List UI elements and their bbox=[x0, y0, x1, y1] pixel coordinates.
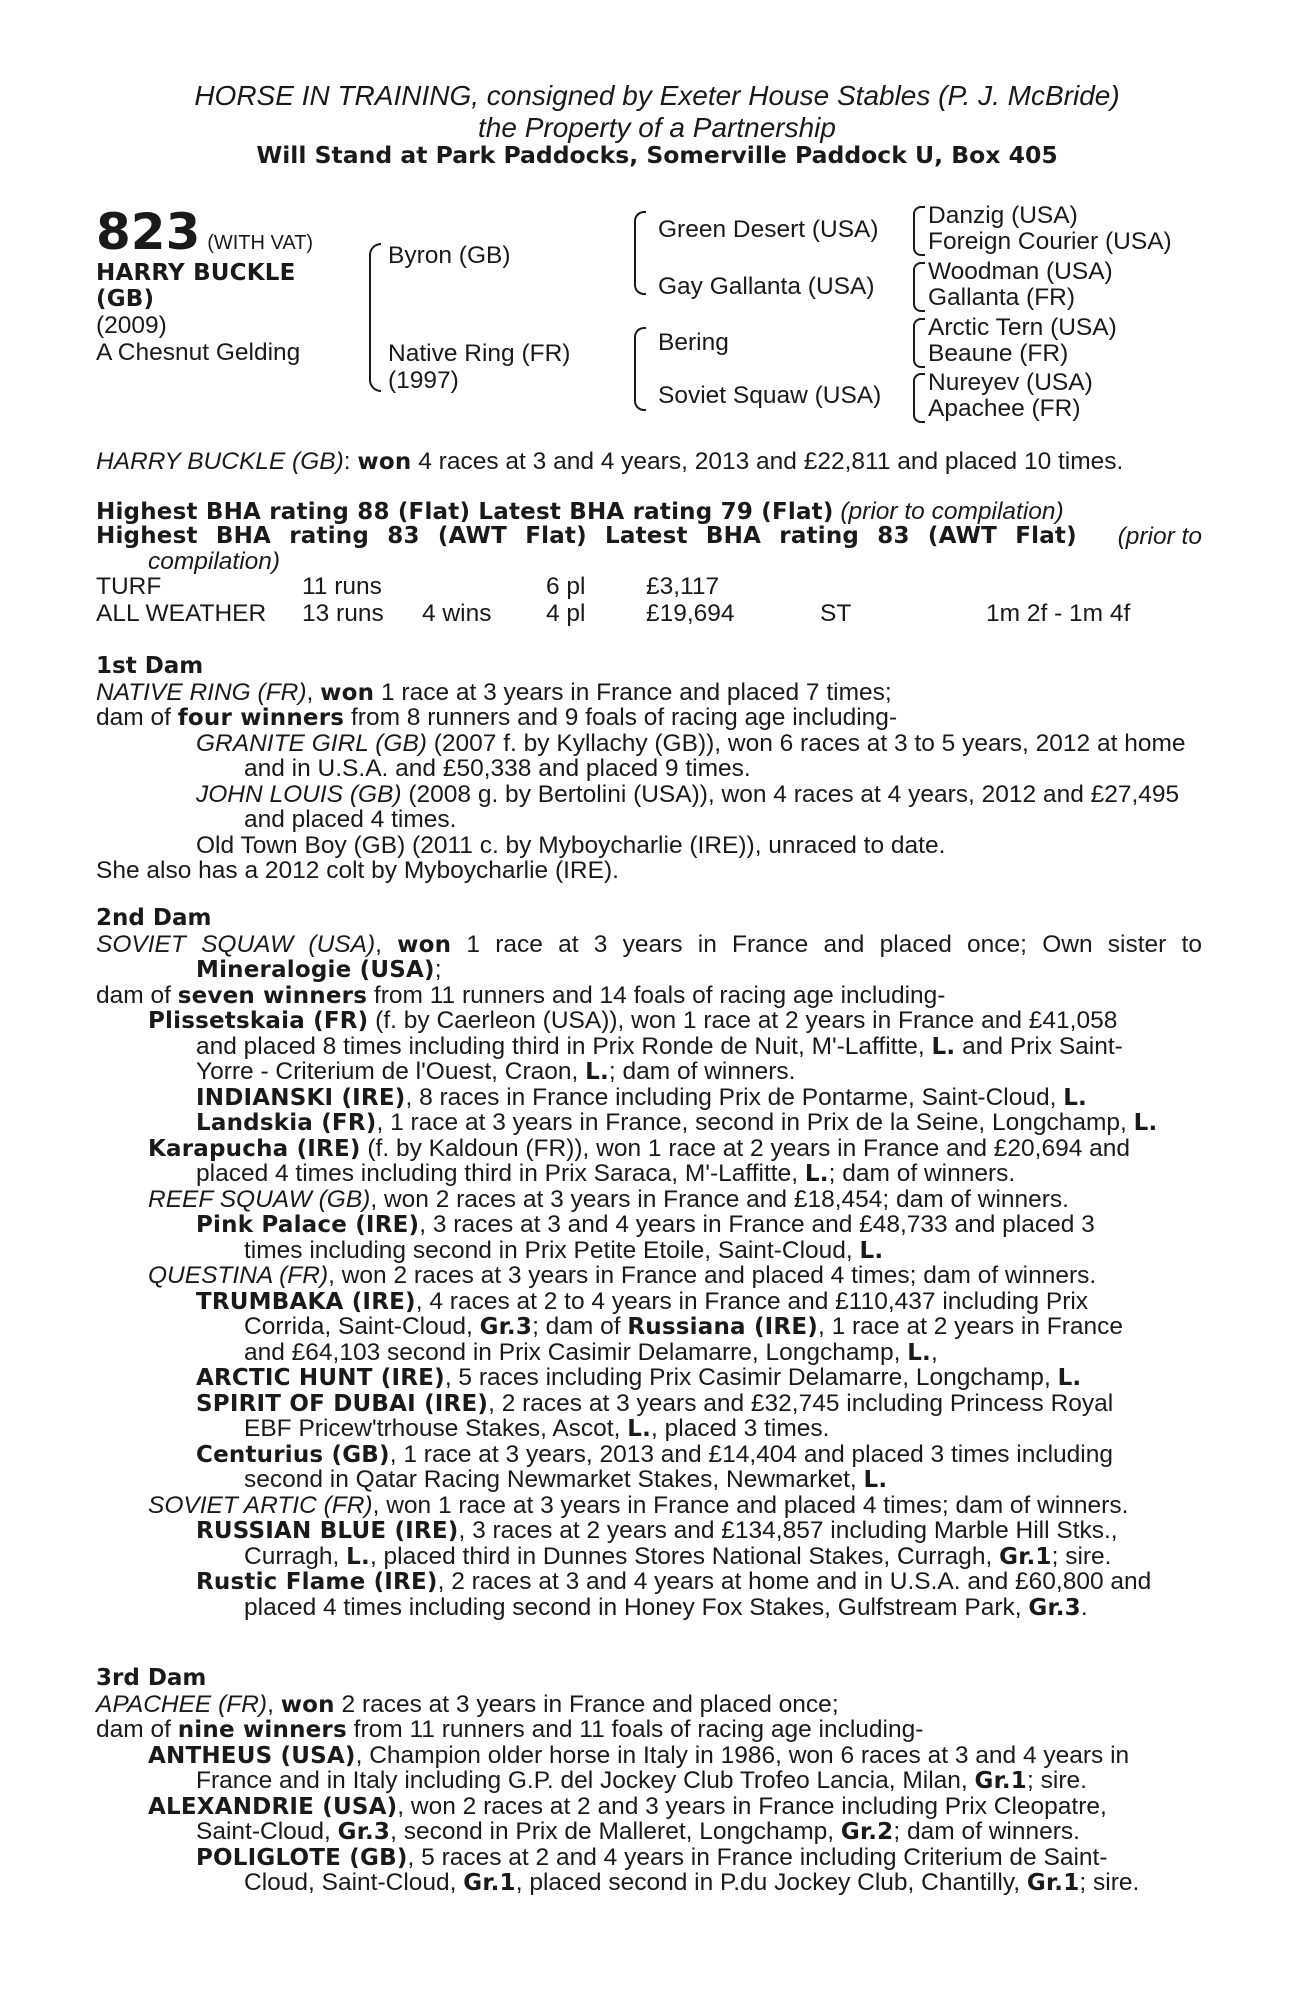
pedigree-brace-2 bbox=[634, 211, 646, 295]
dam-line: ALEXANDRIE (USA), won 2 races at 2 and 3 years in France including Prix Cleopatre, bbox=[148, 1792, 1107, 1820]
rating-awt-note: compilation) bbox=[148, 548, 281, 575]
horse-name: HARRY BUCKLE bbox=[96, 260, 296, 286]
pedigree-brace-6 bbox=[913, 318, 925, 368]
dam-line: Yorre - Criterium de l'Ouest, Craon, L.; dam of winners. bbox=[196, 1058, 796, 1085]
dam-line: Corrida, Saint-Cloud, Gr.3; dam of Russiana (IRE), 1 race at 2 years in France bbox=[244, 1313, 1123, 1340]
dam-line: Centurius (GB), 1 race at 3 years, 2013 and £14,404 and placed 3 times including bbox=[196, 1440, 1114, 1468]
section-title: 3rd Dam bbox=[96, 1665, 207, 1691]
horse-country: (GB) bbox=[96, 286, 155, 312]
dam-line: Plissetskaia (FR) (f. by Caerleon (USA)), won 1 race at 2 years in France and £41,058 bbox=[148, 1007, 1118, 1034]
dam-line: France and in Italy including G.P. del Jockey Club Trofeo Lancia, Milan, Gr.1; sire. bbox=[196, 1767, 1087, 1794]
dam-line: and in U.S.A. and £50,338 and placed 9 times. bbox=[244, 755, 751, 782]
first-dam-section bbox=[96, 654, 1202, 884]
pedigree-dam-year: (1997) bbox=[388, 367, 459, 394]
pedigree-dam-sire: Bering bbox=[658, 329, 729, 356]
second-dam-section bbox=[96, 906, 1202, 1620]
pedigree-g3: Woodman (USA) bbox=[928, 258, 1113, 285]
dam-line: POLIGLOTE (GB), 5 races at 2 and 4 years in France including Criterium de Saint- bbox=[196, 1843, 1108, 1871]
header-location: Will Stand at Park Paddocks, Somerville Paddock U, Box 405 bbox=[256, 141, 1058, 169]
pedigree-brace-7 bbox=[913, 373, 925, 423]
dam-line: Rustic Flame (IRE), 2 races at 3 and 4 years at home and in U.S.A. and £60,800 and bbox=[196, 1568, 1152, 1595]
pedigree-brace-3 bbox=[634, 327, 646, 411]
table-row: TURF 11 runs 6 pl £3,117 bbox=[96, 572, 720, 600]
section-title: 1st Dam bbox=[96, 653, 204, 679]
dam-line: INDIANSKI (IRE), 8 races in France including Prix de Pontarme, Saint-Cloud, L. bbox=[196, 1083, 1087, 1111]
third-dam-section bbox=[96, 1666, 1202, 1896]
pedigree-g7: Nureyev (USA) bbox=[928, 369, 1093, 396]
dam-line: SOVIET ARTIC (FR), won 1 race at 3 years in France and placed 4 times; dam of winners. bbox=[148, 1491, 1129, 1519]
lot-number: 823 bbox=[96, 203, 201, 261]
dam-line: She also has a 2012 colt by Myboycharlie (IRE). bbox=[96, 857, 619, 884]
dam-line: and placed 4 times. bbox=[244, 806, 457, 833]
dam-line: Karapucha (IRE) (f. by Kaldoun (FR)), won 1 race at 2 years in France and £20,694 and bbox=[148, 1134, 1131, 1162]
dam-line: Pink Palace (IRE), 3 races at 3 and 4 years in France and £48,733 and placed 3 bbox=[196, 1211, 1095, 1238]
dam-line: and £64,103 second in Prix Casimir Delamarre, Longchamp, L., bbox=[244, 1338, 938, 1366]
dam-line: SPIRIT OF DUBAI (IRE), 2 races at 3 years and £32,745 including Princess Royal bbox=[196, 1389, 1114, 1417]
dam-line: dam of seven winners from 11 runners and 14 foals of racing age including- bbox=[96, 981, 946, 1009]
pedigree-brace-4 bbox=[913, 206, 925, 256]
dam-line: times including second in Prix Petite Etoile, Saint-Cloud, L. bbox=[244, 1236, 884, 1264]
dam-line: Cloud, Saint-Cloud, Gr.1, placed second in P.du Jockey Club, Chantilly, Gr.1; sire. bbox=[244, 1869, 1140, 1896]
dam-line: GRANITE GIRL (GB) (2007 f. by Kyllachy (GB)), won 6 races at 3 to 5 years, 2012 at home bbox=[196, 729, 1186, 757]
pedigree-g4: Gallanta (FR) bbox=[928, 284, 1076, 311]
pedigree-dam: Native Ring (FR) bbox=[388, 340, 571, 367]
dam-line: Landskia (FR), 1 race at 3 years in France, second in Prix de la Seine, Longchamp, L. bbox=[196, 1109, 1158, 1136]
dam-line: and placed 8 times including third in Prix Ronde de Nuit, M'-Laffitte, L. and Prix Saint- bbox=[196, 1032, 1123, 1060]
pedigree-sire: Byron (GB) bbox=[388, 242, 511, 269]
header-consignor: HORSE IN TRAINING, consigned by Exeter House Stables (P. J. McBride) bbox=[194, 80, 1120, 111]
dam-line: QUESTINA (FR), won 2 races at 3 years in France and placed 4 times; dam of winners. bbox=[148, 1262, 1097, 1289]
pedigree-sire-dam: Gay Gallanta (USA) bbox=[658, 273, 875, 300]
lot-number-row bbox=[96, 205, 313, 259]
pedigree-g6: Beaune (FR) bbox=[928, 340, 1069, 367]
pedigree-g5: Arctic Tern (USA) bbox=[928, 314, 1117, 341]
dam-line: Old Town Boy (GB) (2011 c. by Myboycharlie (IRE)), unraced to date. bbox=[196, 831, 946, 859]
dam-line: Mineralogie (USA); bbox=[196, 956, 442, 983]
header-property: the Property of a Partnership bbox=[478, 112, 836, 143]
section-title: 2nd Dam bbox=[96, 905, 212, 931]
dam-line: dam of nine winners from 11 runners and 11 foals of racing age including- bbox=[96, 1716, 924, 1743]
dam-line: EBF Pricew'trhouse Stakes, Ascot, L., placed 3 times. bbox=[244, 1415, 830, 1442]
rating-flat: Highest BHA rating 88 (Flat) Latest BHA rating 79 (Flat) (prior to compilation) bbox=[96, 498, 1064, 525]
pedigree-g1: Danzig (USA) bbox=[928, 202, 1078, 229]
rating-awt: Highest BHA rating 83 (AWT Flat) Latest BHA rating 83 (AWT Flat) (prior to bbox=[96, 523, 1202, 550]
dam-line: dam of four winners from 8 runners and 9 foals of racing age including- bbox=[96, 704, 898, 731]
pedigree-sire-sire: Green Desert (USA) bbox=[658, 216, 879, 243]
race-stats-table bbox=[96, 573, 1130, 627]
dam-line: Saint-Cloud, Gr.3, second in Prix de Malleret, Longchamp, Gr.2; dam of winners. bbox=[196, 1818, 1080, 1845]
pedigree-g8: Apachee (FR) bbox=[928, 395, 1081, 422]
dam-line: APACHEE (FR), won 2 races at 3 years in France and placed once; bbox=[96, 1690, 839, 1718]
dam-line: JOHN LOUIS (GB) (2008 g. by Bertolini (USA)), won 4 races at 4 years, 2012 and £27,495 bbox=[196, 780, 1180, 808]
table-row: ALL WEATHER 13 runs 4 wins 4 pl £19,694 ST 1m 2f - 1m 4f bbox=[96, 599, 1131, 627]
pedigree-brace-1 bbox=[369, 243, 381, 392]
dam-line: REEF SQUAW (GB), won 2 races at 3 years in France and £18,454; dam of winners. bbox=[148, 1185, 1069, 1213]
horse-description: A Chesnut Gelding bbox=[96, 339, 301, 366]
pedigree-g2: Foreign Courier (USA) bbox=[928, 228, 1172, 255]
pedigree-brace-5 bbox=[913, 262, 925, 312]
dam-line: Curragh, L., placed third in Dunnes Stores National Stakes, Curragh, Gr.1; sire. bbox=[244, 1542, 1112, 1570]
dam-line: placed 4 times including second in Honey Fox Stakes, Gulfstream Park, Gr.3. bbox=[244, 1593, 1088, 1621]
vat-note: (WITH VAT) bbox=[207, 232, 314, 254]
dam-line: SOVIET SQUAW (USA), won 1 race at 3 years in France and placed once; Own sister to bbox=[96, 930, 1202, 958]
dam-line: TRUMBAKA (IRE), 4 races at 2 to 4 years in France and £110,437 including Prix bbox=[196, 1287, 1089, 1315]
dam-line: placed 4 times including third in Prix Saraca, M'-Laffitte, L.; dam of winners. bbox=[196, 1160, 1016, 1187]
dam-line: ARCTIC HUNT (IRE), 5 races including Prix Casimir Delamarre, Longchamp, L. bbox=[196, 1364, 1082, 1391]
pedigree-dam-dam: Soviet Squaw (USA) bbox=[658, 382, 882, 409]
dam-line: RUSSIAN BLUE (IRE), 3 races at 2 years and £134,857 including Marble Hill Stks., bbox=[196, 1517, 1118, 1544]
dam-line: ANTHEUS (USA), Champion older horse in Italy in 1986, won 6 races at 3 and 4 years in bbox=[148, 1741, 1130, 1769]
race-summary: HARRY BUCKLE (GB): won 4 races at 3 and 4 years, 2013 and £22,811 and placed 10 times. bbox=[96, 448, 1124, 475]
dam-line: second in Qatar Racing Newmarket Stakes, Newmarket, L. bbox=[244, 1466, 888, 1493]
dam-line: NATIVE RING (FR), won 1 race at 3 years in France and placed 7 times; bbox=[96, 678, 892, 706]
horse-year: (2009) bbox=[96, 312, 167, 339]
